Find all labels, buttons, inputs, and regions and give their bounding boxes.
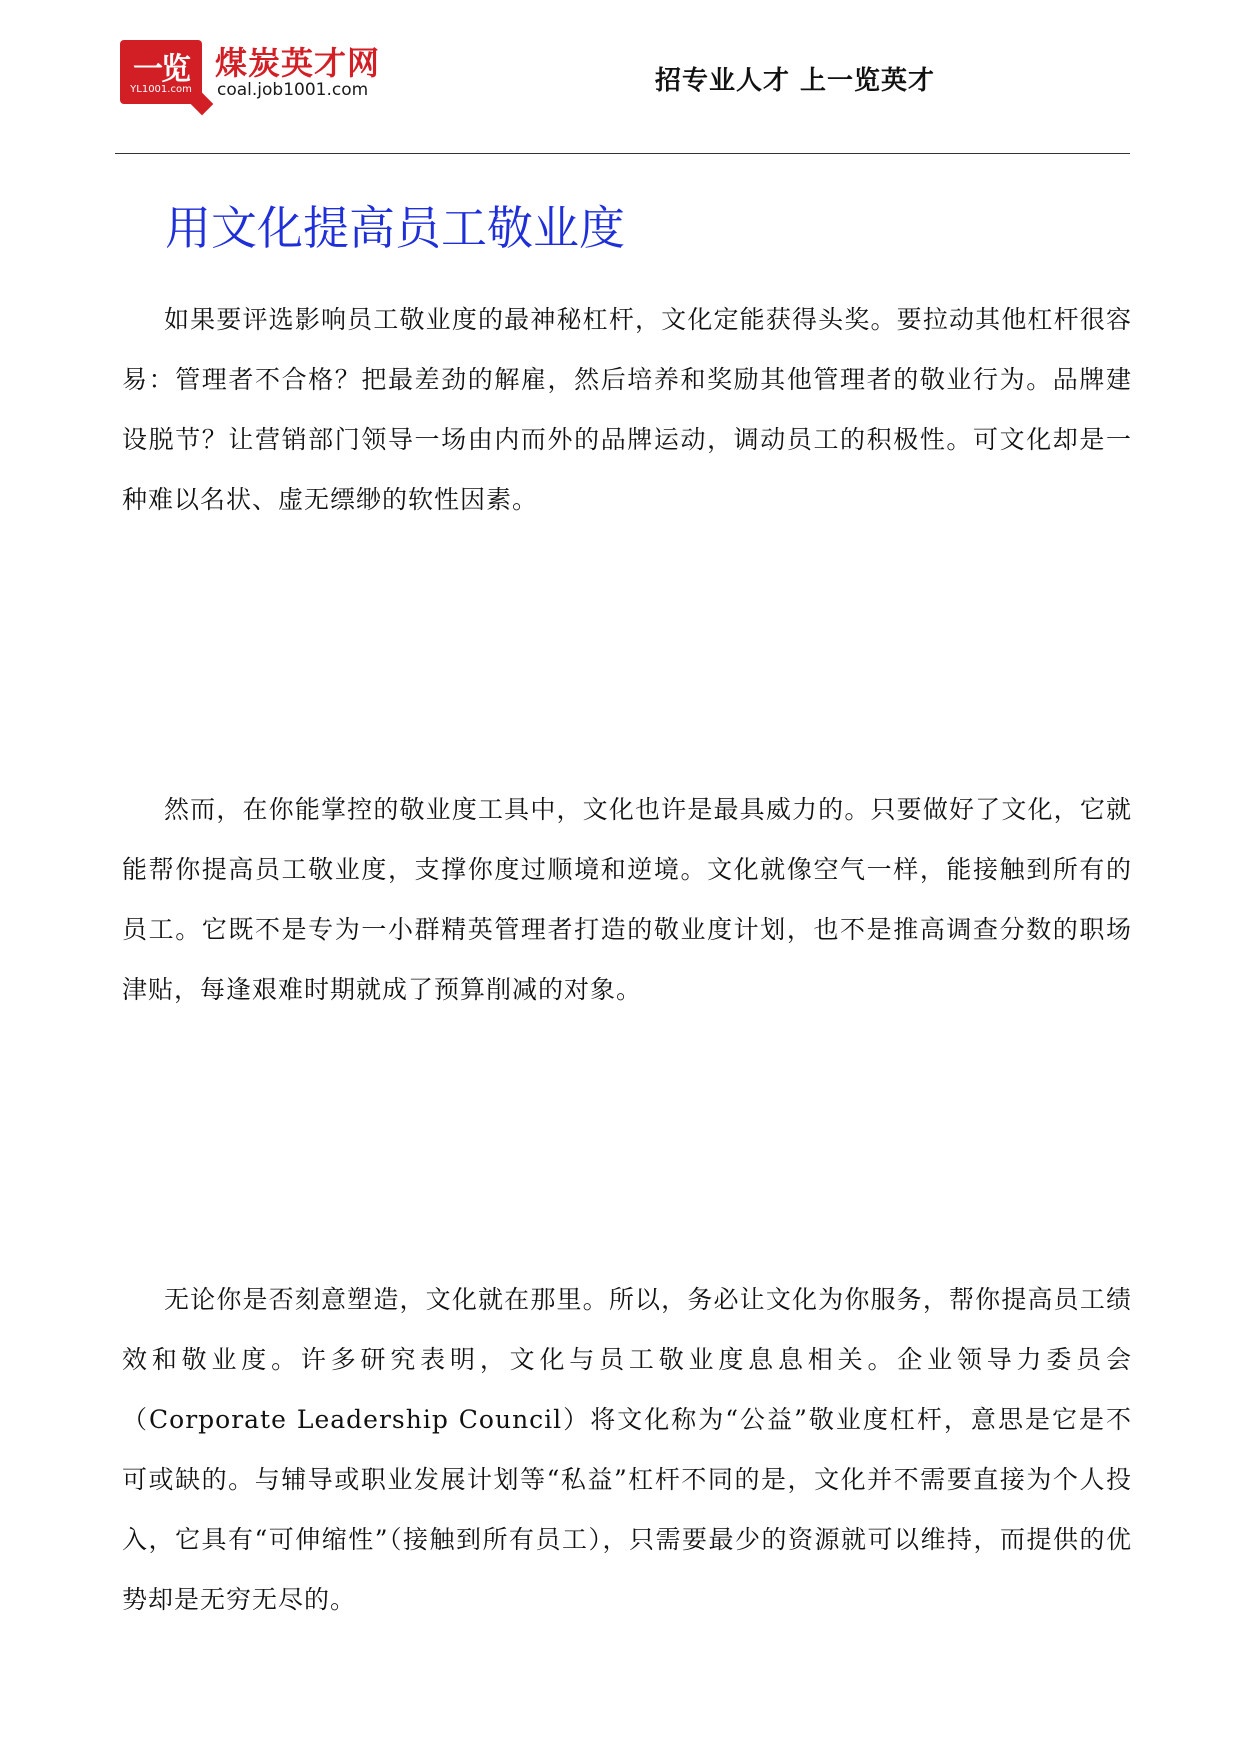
logo-badge-text: 一览 xyxy=(133,52,189,87)
article-title: 用文化提高员工敬业度 xyxy=(165,201,625,255)
logo-badge xyxy=(120,40,202,104)
header-slogan: 招专业人才 上一览英才 xyxy=(655,66,936,96)
logo-badge-subtext: YL1001.com xyxy=(130,84,192,95)
site-logo[interactable] xyxy=(120,40,420,104)
article-paragraph-3: 无论你是否刻意塑造，文化就在那里。所以，务必让文化为你服务，帮你提高员工绩效和敬业度。许多研究表明，文化与员工敬业度息息相关。企业领导力委员会（Corporate Leadership Council）将文化称为“公益”敬业度杠杆，意思是它是不可或缺的。与辅导或职业发展计划等“私益”杠杆不同的是，文化并不需要直接为个人投入，它具有“可伸缩性”（接触到所有员工），只需要最少的资源就可以维持，而提供的优势却是无穷无尽的。 xyxy=(122,1285,1132,1614)
page-header xyxy=(0,0,1241,160)
logo-name: 煤炭英才网 xyxy=(215,44,381,82)
logo-badge-corner xyxy=(191,93,214,116)
article-paragraph-1: 如果要评选影响员工敬业度的最神秘杠杆，文化定能获得头奖。要拉动其他杠杆很容易：管理者不合格？把最差劲的解雇，然后培养和奖励其他管理者的敬业行为。品牌建设脱节？让营销部门领导一场由内而外的品牌运动，调动员工的积极性。可文化却是一种难以名状、虚无缥缈的软性因素。 xyxy=(122,305,1132,514)
article-paragraph-2: 然而，在你能掌控的敬业度工具中，文化也许是最具威力的。只要做好了文化，它就能帮你提高员工敬业度，支撑你度过顺境和逆境。文化就像空气一样，能接触到所有的员工。它既不是专为一小群精英管理者打造的敬业度计划，也不是推高调查分数的职场津贴，每逢艰难时期就成了预算削减的对象。 xyxy=(122,795,1132,1004)
logo-url: coal.job1001.com xyxy=(217,80,369,100)
header-divider xyxy=(115,153,1130,154)
